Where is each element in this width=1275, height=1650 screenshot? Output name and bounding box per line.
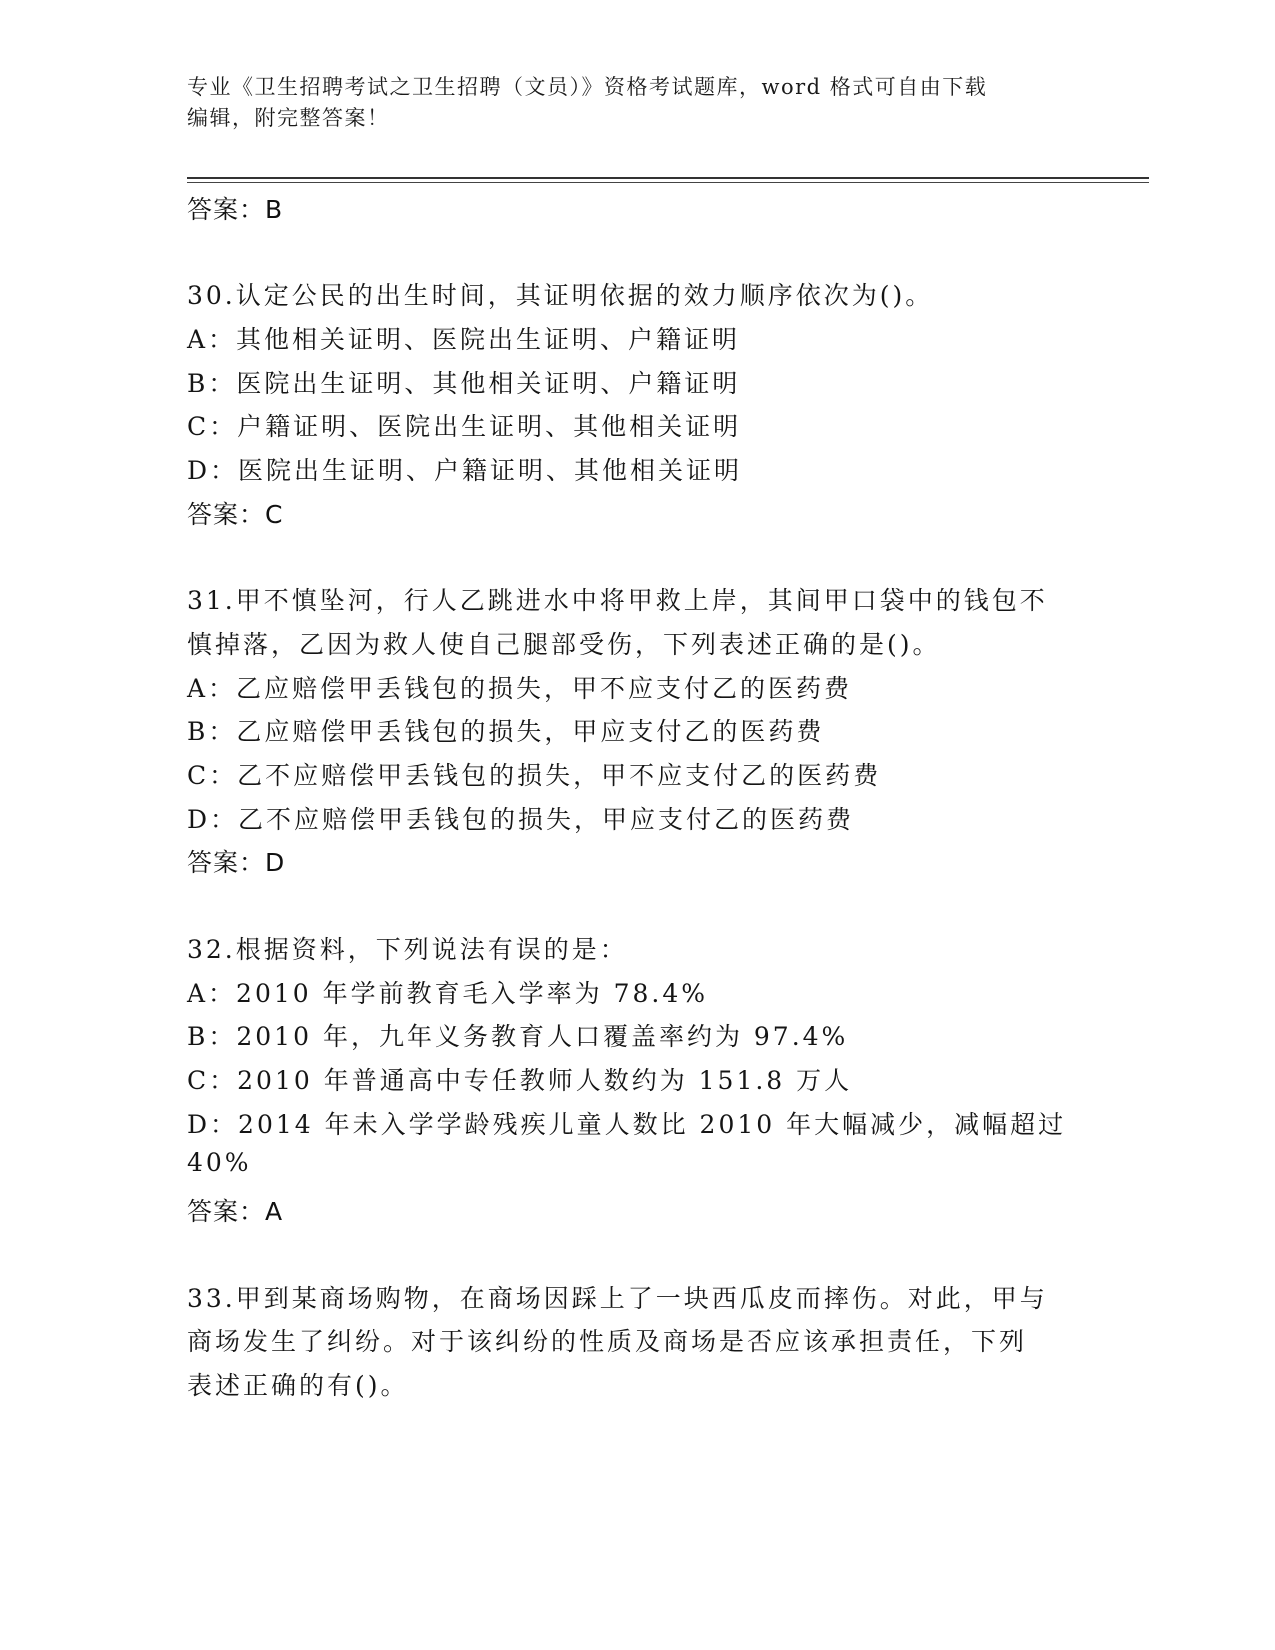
answer-prev: 答案：B xyxy=(187,195,284,224)
q32-option-d-line-2: 40% xyxy=(187,1148,252,1177)
q32-option-a: A：2010 年学前教育毛入学率为 78.4% xyxy=(187,979,708,1008)
answer-q30: 答案：C xyxy=(187,500,284,529)
q31-option-d: D：乙不应赔偿甲丢钱包的损失，甲应支付乙的医药费 xyxy=(187,805,855,834)
q30-option-a: A：其他相关证明、医院出生证明、户籍证明 xyxy=(187,325,741,354)
q31-stem-line-2: 慎掉落，乙因为救人使自己腿部受伤，下列表述正确的是()。 xyxy=(187,630,941,659)
q33-stem-line-1: 33.甲到某商场购物，在商场因踩上了一块西瓜皮而摔伤。对此，甲与 xyxy=(187,1284,1048,1313)
q32-option-d-line-1: D：2014 年未入学学龄残疾儿童人数比 2010 年大幅减少，减幅超过 xyxy=(187,1110,1067,1139)
answer-q31: 答案：D xyxy=(187,848,286,877)
q31-stem-line-1: 31.甲不慎坠河，行人乙跳进水中将甲救上岸，其间甲口袋中的钱包不 xyxy=(187,586,1048,615)
q32-stem: 32.根据资料，下列说法有误的是： xyxy=(187,935,628,964)
q33-stem-line-3: 表述正确的有()。 xyxy=(187,1371,409,1400)
q30-option-b: B：医院出生证明、其他相关证明、户籍证明 xyxy=(187,369,741,398)
header-line-1: 专业《卫生招聘考试之卫生招聘（文员）》资格考试题库，word 格式可自由下载 xyxy=(187,75,988,99)
answer-q32: 答案：A xyxy=(187,1197,284,1226)
q30-option-c: C：户籍证明、医院出生证明、其他相关证明 xyxy=(187,412,742,441)
q30-stem: 30.认定公民的出生时间，其证明依据的效力顺序依次为()。 xyxy=(187,281,934,310)
q31-option-c: C：乙不应赔偿甲丢钱包的损失，甲不应支付乙的医药费 xyxy=(187,761,882,790)
header-line-2: 编辑，附完整答案！ xyxy=(187,106,390,130)
header-rule-thick xyxy=(187,177,1149,179)
q31-option-a: A：乙应赔偿甲丢钱包的损失，甲不应支付乙的医药费 xyxy=(187,674,853,703)
header-rule-thin xyxy=(187,182,1149,183)
page-header xyxy=(187,72,1067,134)
q32-option-c: C：2010 年普通高中专任教师人数约为 151.8 万人 xyxy=(187,1066,853,1095)
q31-option-b: B：乙应赔偿甲丢钱包的损失，甲应支付乙的医药费 xyxy=(187,717,825,746)
q30-option-d: D：医院出生证明、户籍证明、其他相关证明 xyxy=(187,456,743,485)
q32-option-b: B：2010 年，九年义务教育人口覆盖率约为 97.4% xyxy=(187,1022,849,1051)
q33-stem-line-2: 商场发生了纠纷。对于该纠纷的性质及商场是否应该承担责任，下列 xyxy=(187,1327,1028,1356)
